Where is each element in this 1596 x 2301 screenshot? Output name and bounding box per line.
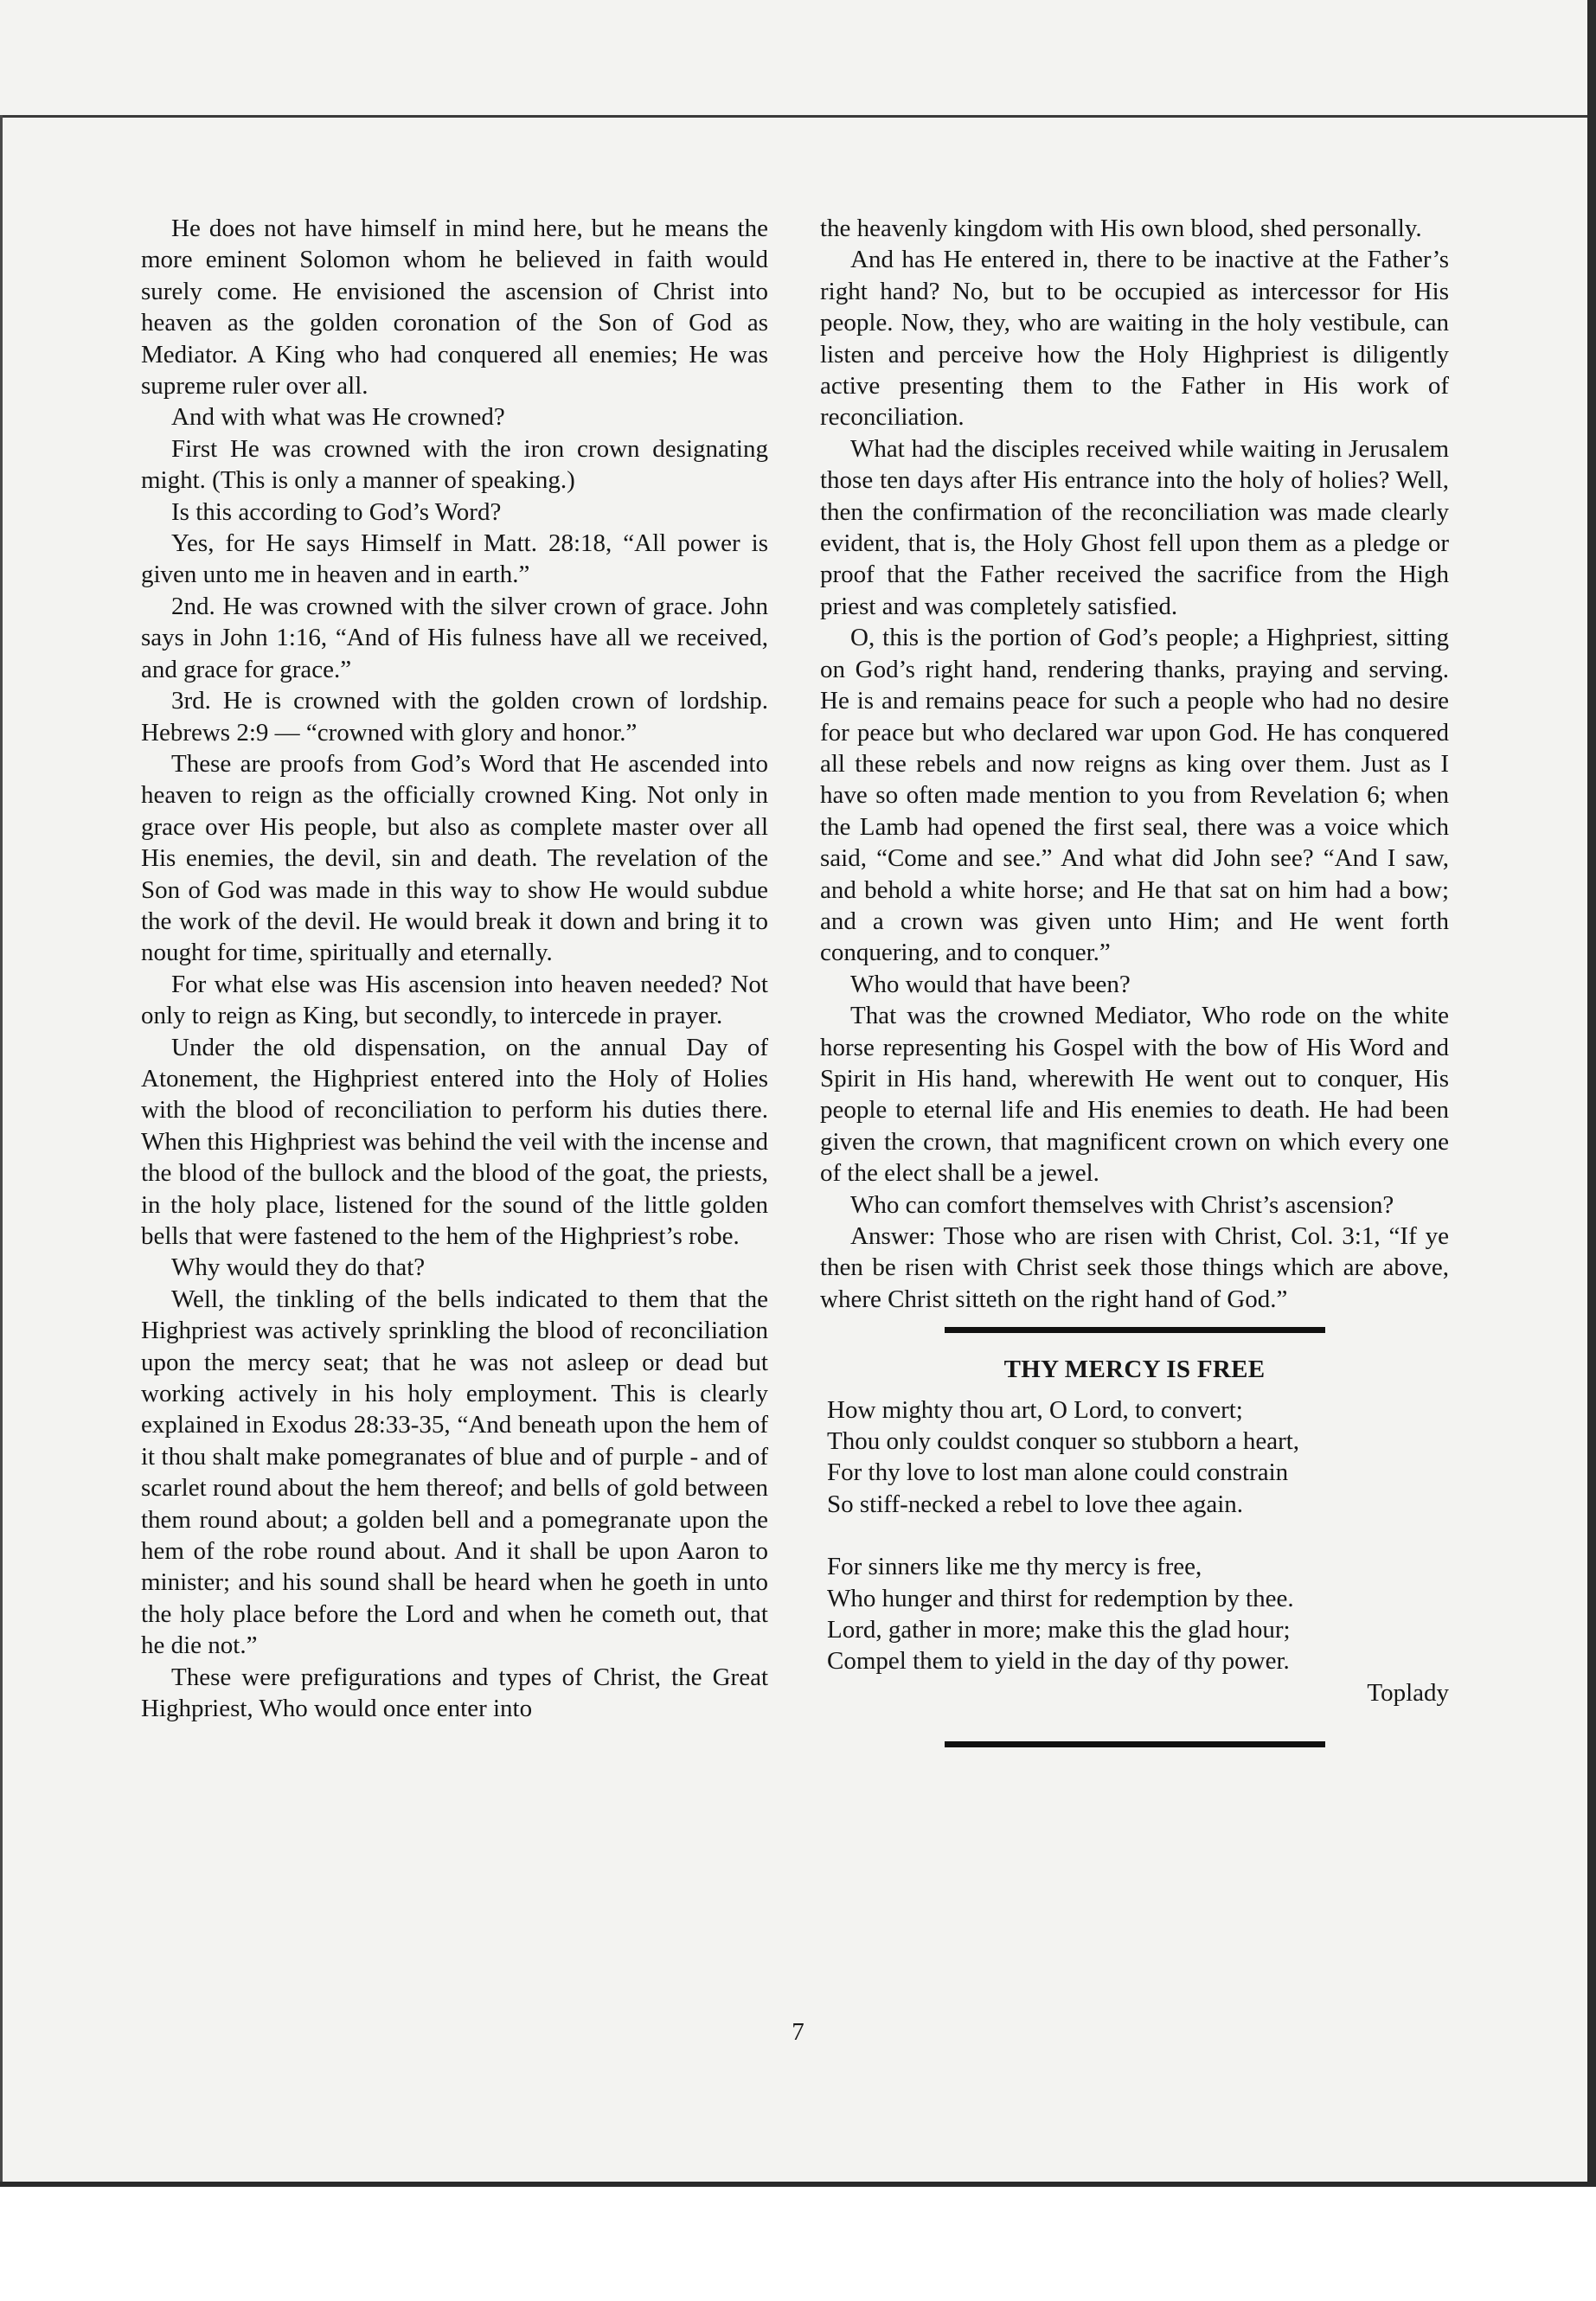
- paragraph: the heavenly kingdom with His own blood, shed personally.: [820, 215, 1422, 242]
- paragraph: 3rd. He is crowned with the golden crown of lordship. Hebrews 2:9 — “crowned with glory and honor.”: [141, 687, 768, 747]
- scan-margin: [0, 2187, 1596, 2301]
- paragraph: Yes, for He says Himself in Matt. 28:18, “All power is given unto me in heaven and in earth.”: [141, 529, 768, 589]
- poem: [820, 1394, 1449, 1677]
- divider-rule-bottom: [945, 1741, 1325, 1747]
- paragraph: Well, the tinkling of the bells indicated to them that the Highpriest was actively sprinkling the blood of reconciliation upon the mercy seat; that he was not asleep or dead but working actively in his holy employment. This is clearly explained in Exodus 28:33-35, “And beneath upon the hem of it thou shalt make pomegranates of blue and of purple - and of scarlet round about the hem thereof; and bells of gold between them round about; a golden bell and a pomegranate upon the hem of the robe round about. And it shall be upon Aaron to minister; and his sound shall be heard when he goeth in unto the holy place before the Lord and when he cometh out, that he die not.”: [141, 1285, 768, 1660]
- poem-stanza: [827, 1551, 1449, 1677]
- poem-line: For thy love to lost man alone could constrain: [827, 1458, 1289, 1487]
- right-column: [820, 213, 1449, 1747]
- paragraph: And with what was He crowned?: [171, 403, 505, 432]
- paragraph: Under the old dispensation, on the annual Day of Atonement, the Highpriest entered into the Holy of Holies with the blood of reconciliation to perform his duties there. When this Highpriest was behind the veil with the incense and the blood of the bullock and the blood of the goat, the priests, in the holy place, listened for the sound of the little golden bells that were fastened to the hem of the Highpriest’s robe.: [141, 1033, 768, 1250]
- poem-line: So stiff-necked a rebel to love thee again.: [827, 1490, 1244, 1518]
- poem-line: How mighty thou art, O Lord, to convert;: [827, 1395, 1243, 1424]
- paragraph: Answer: Those who are risen with Christ, Col. 3:1, “If ye then be risen with Christ seek those things which are above, where Christ sitteth on the right hand of God.”: [820, 1222, 1449, 1313]
- paragraph: 2nd. He was crowned with the silver crown of grace. John says in John 1:16, “And of His fulness have all we received, and grace for grace.”: [141, 592, 768, 683]
- poem-line: Who hunger and thirst for redemption by thee.: [827, 1584, 1294, 1612]
- paragraph: O, this is the portion of God’s people; a Highpriest, sitting on God’s right hand, rendering thanks, praying and serving. He is and remains peace for such a people who had no desire for peace but who declared war upon God. He has conquered all these rebels and now reigns as king over them. Just as I have so often made mention to you from Revelation 6; when the Lamb had opened the first seal, there was a voice which said, “Come and see.” And what did John see? “And I saw, and behold a white horse; and He that sat on him had a bow; and a crown was given unto Him; and He went forth conquering, and to conquer.”: [820, 624, 1449, 967]
- poem-line: Thou only couldst conquer so stubborn a heart,: [827, 1427, 1300, 1456]
- paragraph: First He was crowned with the iron crown designating might. (This is only a manner of speaking.): [141, 434, 768, 495]
- poem-stanza: [827, 1394, 1449, 1521]
- scan-border-left: [0, 115, 3, 2191]
- poem-title: THY MERCY IS FREE: [1003, 1356, 1266, 1384]
- paragraph: These are proofs from God’s Word that He ascended into heaven to reign as the officially crowned King. Not only in grace over His people, but also as complete master over all His enemies, the devil, sin and death. The revelation of the Son of God was made in this way to show He would subdue the work of the devil. He would break it down and bring it to nought for time, spiritually and eternally.: [141, 749, 768, 967]
- paragraph: And has He entered in, there to be inactive at the Father’s right hand? No, but to be occupied as intercessor for His people. Now, they, who are waiting in the holy vestibule, can listen and perceive how the Holy Highpriest is diligently active presenting them to the Father in His work of reconciliation.: [820, 246, 1449, 432]
- paragraph: That was the crowned Mediator, Who rode on the white horse representing his Gospel with the bow of His Word and Spirit in His hand, wherewith He went out to conquer, His people to eternal life and His enemies to death. He had been given the crown, that magnificent crown on which every one of the elect shall be a jewel.: [820, 1002, 1449, 1188]
- paragraph: He does not have himself in mind here, but he means the more eminent Solomon whom he believed in faith would surely come. He envisioned the ascension of Christ into heaven as the golden coronation of the Son of God as Mediator. A King who had conquered all enemies; He was supreme ruler over all.: [141, 215, 768, 401]
- scan-border-right: [1587, 0, 1596, 2189]
- paragraph: What had the disciples received while waiting in Jerusalem those ten days after His entrance into the holy of holies? Well, then the confirmation of the reconciliation was made clearly evident, that is, the Holy Ghost fell upon them as a pledge or proof that the Father received the sacrifice from the High priest and was completely satisfied.: [820, 434, 1449, 620]
- poem-line: Compel them to yield in the day of thy power.: [827, 1647, 1290, 1676]
- divider-rule: [945, 1327, 1325, 1333]
- page-number: 7: [792, 2018, 804, 2046]
- paragraph: These were prefigurations and types of Christ, the Great Highpriest, Who would once enter into: [141, 1663, 768, 1723]
- paragraph: Why would they do that?: [171, 1253, 426, 1282]
- paragraph: Who can comfort themselves with Christ’s ascension?: [850, 1190, 1394, 1219]
- paragraph: Is this according to God’s Word?: [171, 497, 502, 526]
- poem-line: For sinners like me thy mercy is free,: [827, 1553, 1202, 1581]
- paragraph: Who would that have been?: [850, 970, 1131, 998]
- paragraph: For what else was His ascension into heaven needed? Not only to reign as King, but secondly, to intercede in prayer.: [141, 970, 768, 1030]
- poem-line: Lord, gather in more; make this the glad hour;: [827, 1616, 1291, 1644]
- poem-author: Toplady: [1367, 1678, 1449, 1707]
- scan-border-top: [0, 115, 1596, 118]
- left-column: [141, 213, 768, 1725]
